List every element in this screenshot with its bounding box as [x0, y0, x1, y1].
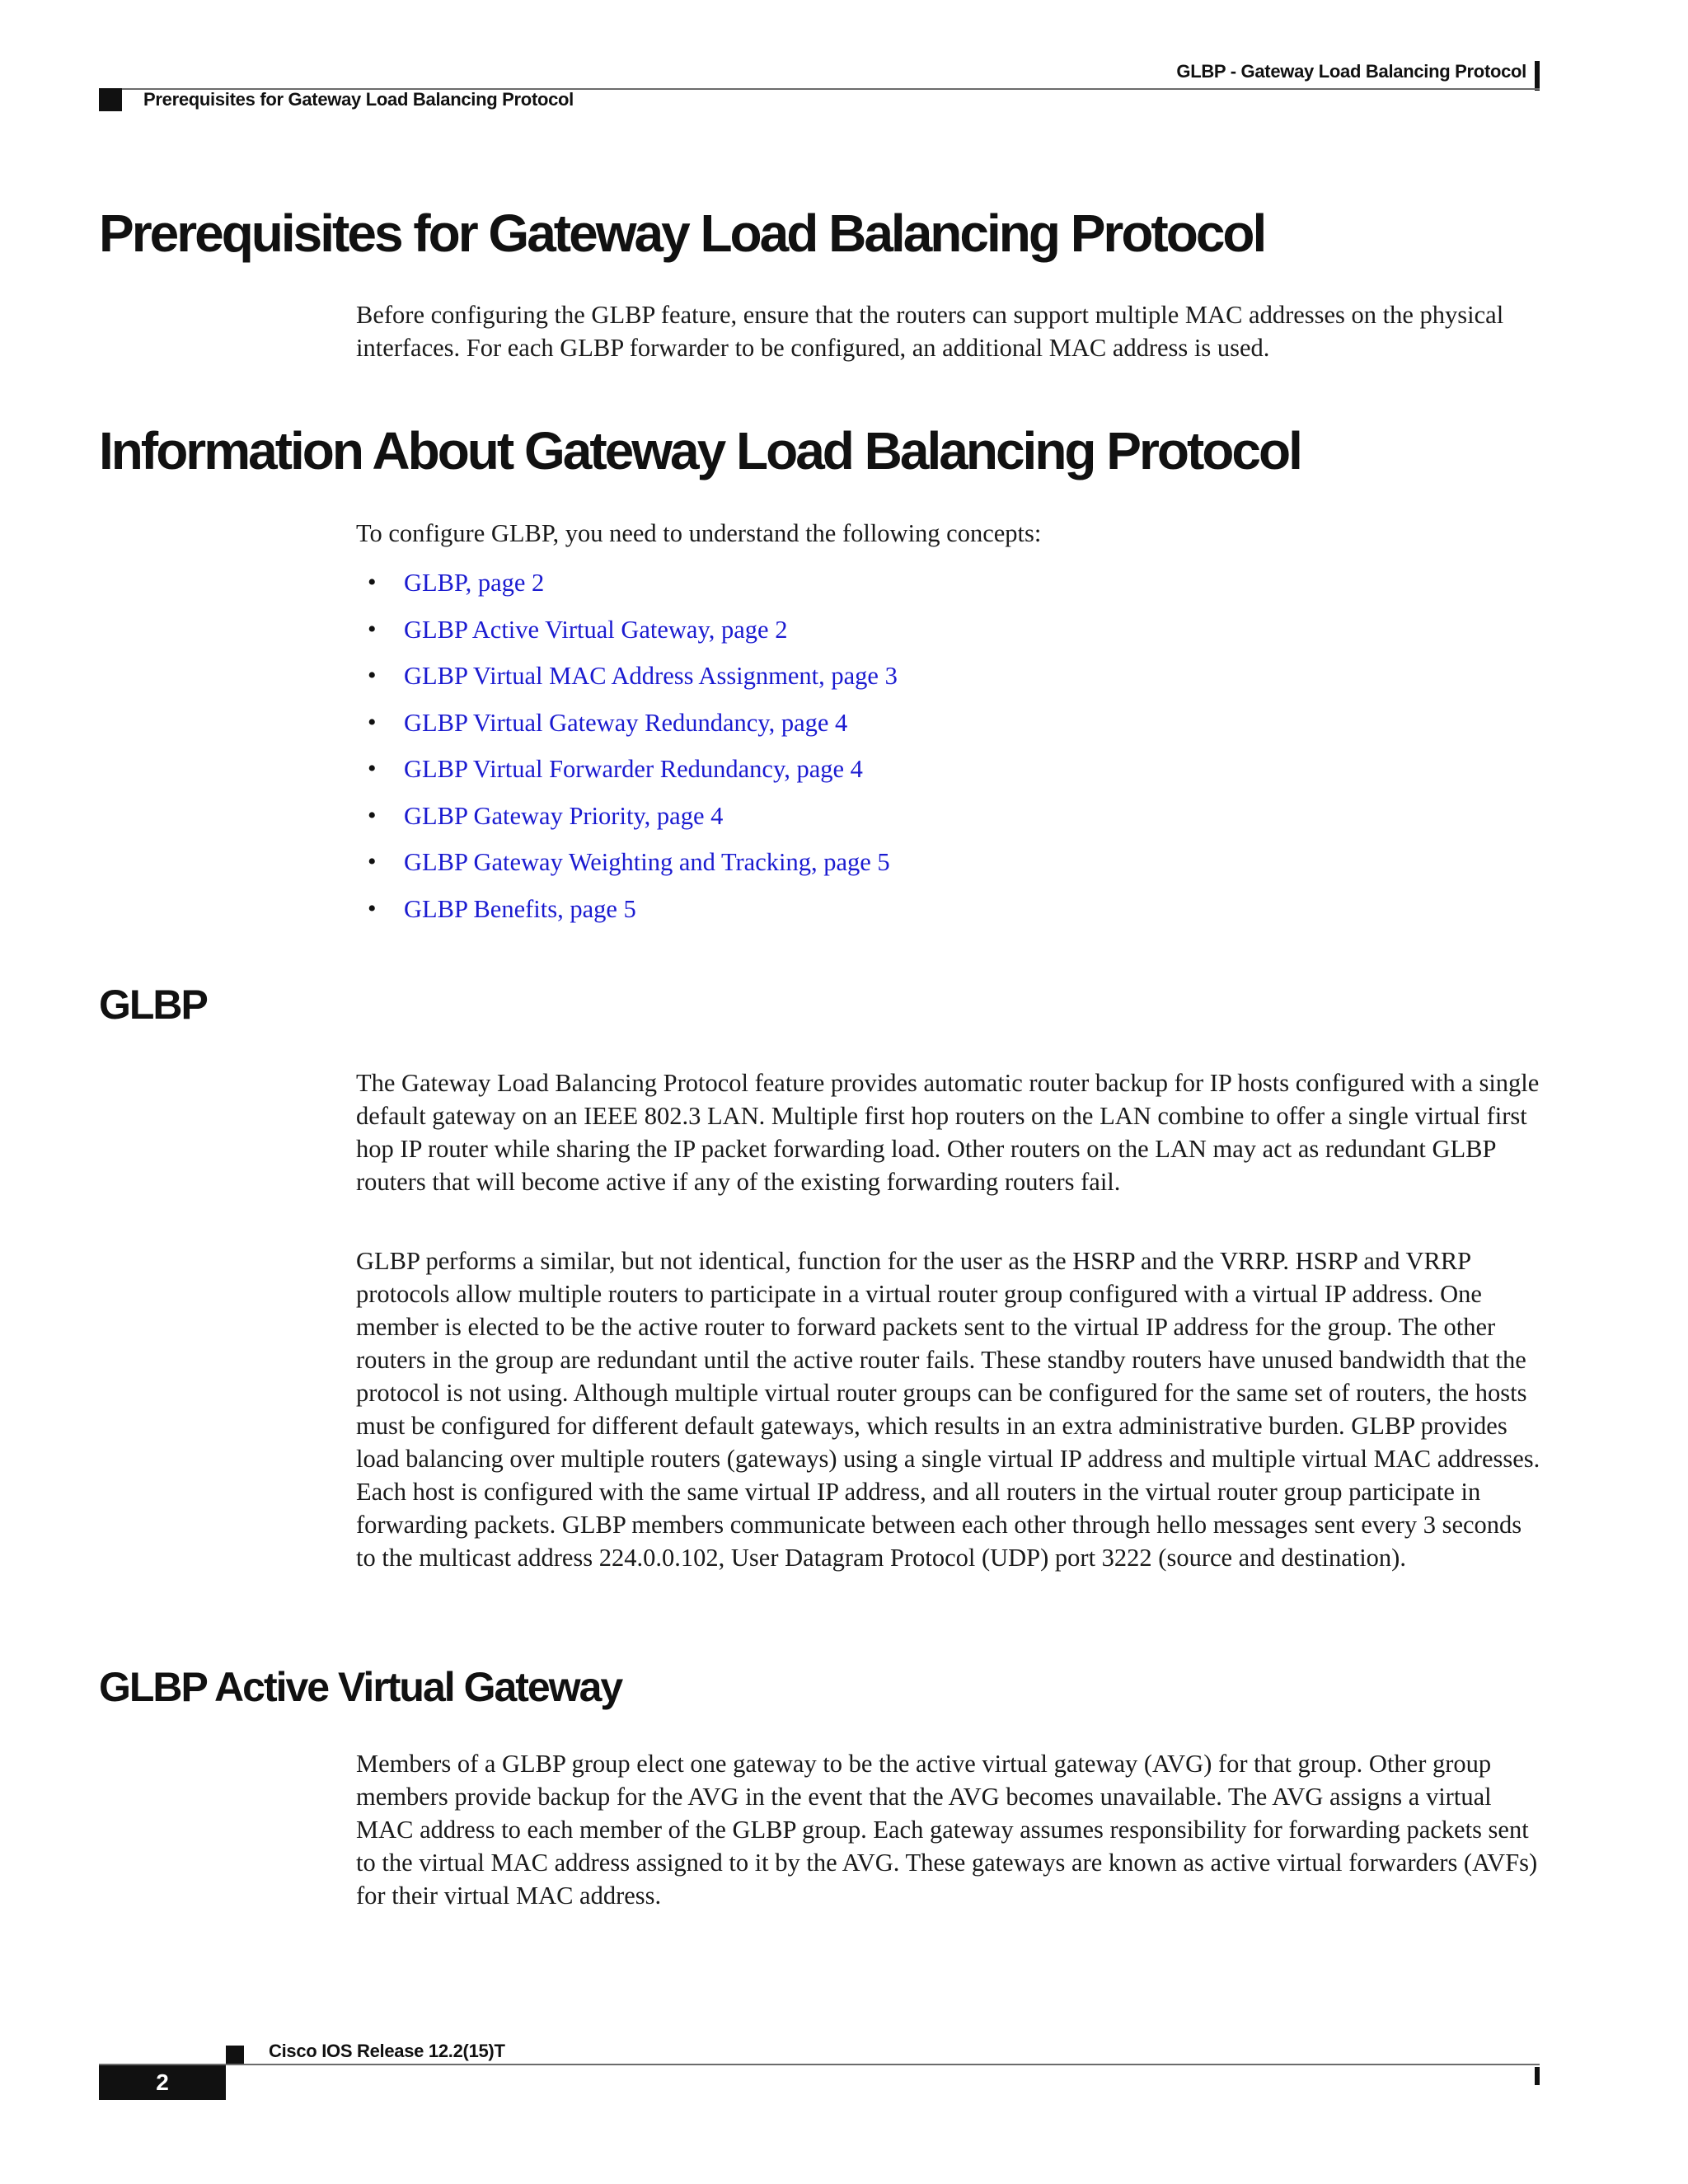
bullet-icon: • [368, 615, 377, 643]
paragraph-concepts-intro: To configure GLBP, you need to understand the following concepts: [356, 519, 1042, 547]
header-square-marker [99, 88, 122, 111]
footer-square-marker [226, 2046, 244, 2064]
paragraph-prerequisites: Before configuring the GLBP feature, ensure that the routers can support multiple MAC addresses on the physical interfaces. For each GLBP forwarder to be configured, an additional MAC address is used. [356, 301, 1504, 362]
bullet-icon: • [368, 801, 377, 829]
footer-edge-bar [1535, 2067, 1540, 2085]
list-item [356, 846, 1510, 893]
heading-information-about: Information About Gateway Load Balancing Protocol [99, 421, 1301, 480]
link-glbp-gateway-weighting-and-tracking[interactable]: GLBP Gateway Weighting and Tracking, page 5 [404, 848, 890, 876]
list-item [356, 659, 1510, 706]
link-glbp-virtual-forwarder-redundancy[interactable]: GLBP Virtual Forwarder Redundancy, page 4 [404, 755, 863, 783]
concepts-link-list [356, 566, 1510, 939]
list-item [356, 752, 1510, 799]
bullet-icon: • [368, 755, 377, 782]
bullet-icon: • [368, 662, 377, 689]
bullet-icon: • [368, 569, 377, 596]
bullet-icon: • [368, 894, 377, 922]
bullet-icon: • [368, 848, 377, 875]
list-item [356, 799, 1510, 846]
link-glbp-virtual-gateway-redundancy[interactable]: GLBP Virtual Gateway Redundancy, page 4 [404, 708, 848, 737]
running-header-section-title: Prerequisites for Gateway Load Balancing Protocol [143, 89, 574, 110]
paragraph-avg: Members of a GLBP group elect one gateway to be the active virtual gateway (AVG) for that group. Other group members provide backup for the AVG in the event that the AVG becomes unavailable. The AVG assigns a virtual MAC address to each member of the GLBP group. Each gateway assumes responsibility for forwarding packets sent to the virtual MAC address assigned to it by the AVG. These gateways are known as active virtual forwarders (AVFs) for their virtual MAC address. [356, 1750, 1538, 1910]
link-glbp-gateway-priority[interactable]: GLBP Gateway Priority, page 4 [404, 801, 724, 830]
bullet-icon: • [368, 708, 377, 736]
heading-glbp: GLBP [99, 982, 207, 1028]
list-item [356, 613, 1510, 660]
list-item [356, 893, 1510, 940]
link-glbp-benefits[interactable]: GLBP Benefits, page 5 [404, 894, 636, 923]
heading-prerequisites: Prerequisites for Gateway Load Balancing Protocol [99, 204, 1265, 263]
link-glbp-active-virtual-gateway[interactable]: GLBP Active Virtual Gateway, page 2 [404, 615, 788, 644]
footer-release: Cisco IOS Release 12.2(15)T [269, 2041, 505, 2061]
link-glbp-virtual-mac-address-assignment[interactable]: GLBP Virtual MAC Address Assignment, page 3 [404, 662, 898, 690]
header-edge-bar [1535, 61, 1540, 91]
list-item [356, 566, 1510, 613]
paragraph-glbp-2: GLBP performs a similar, but not identical, function for the user as the HSRP and the VRRP. HSRP and VRRP protocols allow multiple routers to participate in a virtual router group configured with a virtual IP address. One member is elected to be the active router to forward packets sent to the virtual IP address for the group. The other routers in the group are redundant until the active router fails. These standby routers have unused bandwidth that the protocol is not using. Although multiple virtual router groups can be configured for the same set of routers, the hosts must be configured for different default gateways, which results in an extra administrative burden. GLBP provides load balancing over multiple routers (gateways) using a single virtual IP address and multiple virtual MAC addresses. Each host is configured with the same virtual IP address, and all routers in the virtual router group participate in forwarding packets. GLBP members communicate between each other through hello messages sent every 3 seconds to the multicast address 224.0.0.102, User Datagram Protocol (UDP) port 3222 (source and destination). [356, 1247, 1540, 1572]
footer-rule [99, 2064, 1540, 2065]
page-number: 2 [99, 2065, 226, 2100]
list-item [356, 706, 1510, 753]
running-header-chapter-title: GLBP - Gateway Load Balancing Protocol [1176, 61, 1526, 82]
paragraph-glbp-1: The Gateway Load Balancing Protocol feature provides automatic router backup for IP hosts configured with a single default gateway on an IEEE 802.3 LAN. Multiple first hop routers on the LAN combine to offer a single virtual first hop IP router while sharing the IP packet forwarding load. Other routers on the LAN may act as redundant GLBP routers that will become active if any of the existing forwarding routers fail. [356, 1069, 1540, 1196]
heading-glbp-active-virtual-gateway: GLBP Active Virtual Gateway [99, 1664, 622, 1710]
link-glbp[interactable]: GLBP, page 2 [404, 569, 545, 597]
